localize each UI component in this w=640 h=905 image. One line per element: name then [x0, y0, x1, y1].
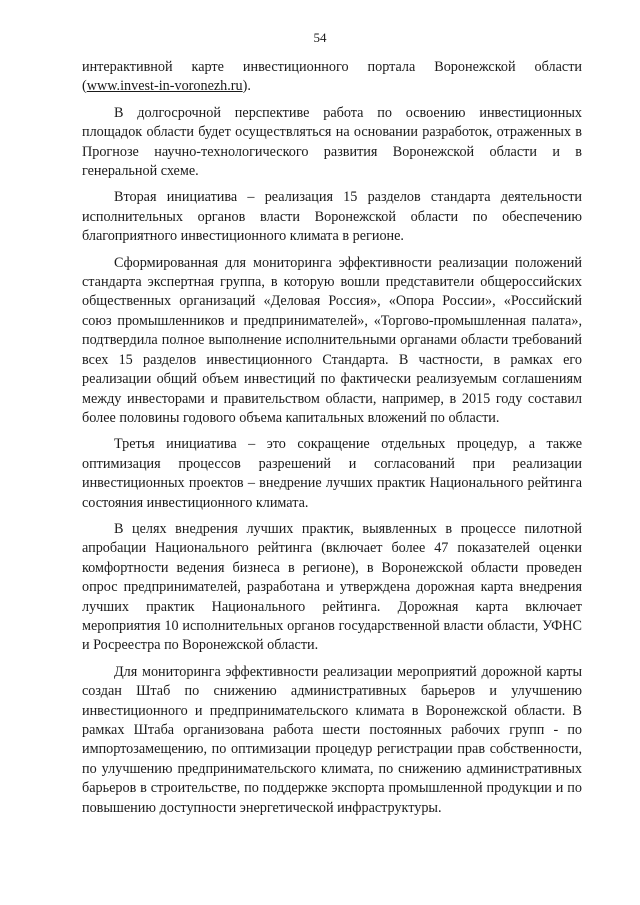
body-text — [82, 58, 582, 825]
paragraph-monitoring-headquarters: Для мониторинга эффективности реализации мероприятий дорожной карты создан Штаб по снижению административных барьеров и улучшению инвестиционного и предпринимательского климата в Воронежской области. В рамках Штаба организована работа шести постоянных рабочих групп - по импортозамещению, по оптимизации процедур регистрации прав собственности, по улучшению предпринимательского климата, по снижению административных барьеров в строительстве, по поддержке экспорта промышленной продукции и по повышению доступности энергетической инфраструктуры. — [82, 663, 582, 816]
paragraph-long-term-perspective: В долгосрочной перспективе работа по освоению инвестиционных площадок области будет осуществляться на основании разработок, отраженных в Прогнозе научно-технологического развития Воронежской области и в генеральной схеме. — [82, 104, 582, 180]
paragraph-third-initiative: Третья инициатива – это сокращение отдельных процедур, а также оптимизация процессов разрешений и согласований при реализации инвестиционных проектов – внедрение лучших практик Национального рейтинга состояния инвестиционного климата. — [82, 436, 582, 511]
paragraph-text: ). — [242, 78, 251, 95]
paragraph-second-initiative: Вторая инициатива – реализация 15 разделов стандарта деятельности исполнительных органов власти Воронежской области по обеспечению благоприятного инвестиционного климата в регионе. — [82, 189, 582, 245]
paragraph-text: интерактивной карте инвестиционного портала Воронежской области ( — [82, 59, 582, 95]
paragraph-best-practices: В целях внедрения лучших практик, выявленных в процессе пилотной апробации Национального рейтинга (включает более 47 показателей оценки комфортности ведения бизнеса в регионе), в Воронежской области проведен опрос предпринимателей, разработана и утверждена дорожная карта внедрения лучших практик Национального рейтинга. Дорожная карта включает мероприятия 10 исполнительных органов государственной власти области, УФНС и Росреестра по Воронежской области. — [82, 520, 582, 654]
invest-portal-link[interactable]: www.invest-in-voronezh.ru — [86, 78, 243, 95]
paragraph-expert-group: Сформированная для мониторинга эффективности реализации положений стандарта экспертная группа, в которую вошли представители общероссийских общественных организаций «Деловая Россия», «Опора России», «Российский союз промышленников и предпринимателей», «Торгово-промышленная палата», подтвердила полное выполнение исполнительными органами области требований всех 15 разделов инвестиционного Стандарта. В частности, в рамках его реализации общий объем инвестиций по фактически реализуемым соглашениям между инвесторами и правительством области, например, в 2015 году составил более половины годового объема капитальных вложений по области. — [82, 254, 582, 426]
page-number: 54 — [313, 30, 327, 45]
paragraph-portal-link — [82, 58, 582, 97]
